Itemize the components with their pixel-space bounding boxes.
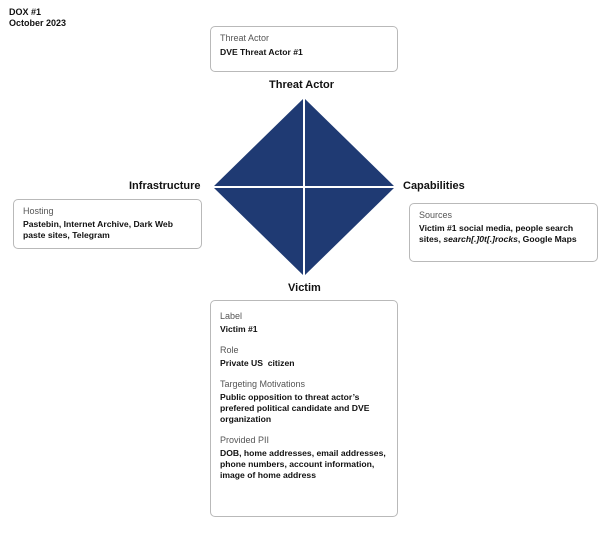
axis-label-victim: Victim xyxy=(288,282,321,294)
victim-field-role xyxy=(220,345,388,369)
capabilities-card xyxy=(409,203,598,262)
document-header xyxy=(9,7,66,29)
infrastructure-card xyxy=(13,199,202,249)
axis-label-infrastructure: Infrastructure xyxy=(129,180,201,192)
victim-field-motivations-value: Public opposition to threat actor’s prefered political candidate and DVE organization xyxy=(220,392,370,424)
capabilities-value-prefix: Victim #1 social media, people search sites, xyxy=(419,223,574,244)
capabilities-value-italic: search[.]0t[.]rocks xyxy=(443,234,518,244)
victim-field-label-name: Label xyxy=(220,311,243,321)
victim-field-label xyxy=(220,311,388,335)
victim-card xyxy=(210,300,398,517)
threat-actor-card-value: DVE Threat Actor #1 xyxy=(220,47,303,57)
victim-field-pii-value: DOB, home addresses, email addresses, phone numbers, account information, image of home address xyxy=(220,448,386,480)
threat-actor-card-label: Threat Actor xyxy=(220,33,270,43)
document-date: October 2023 xyxy=(9,18,67,28)
axis-label-threat-actor: Threat Actor xyxy=(269,79,334,91)
victim-field-motivations-name: Targeting Motivations xyxy=(220,379,306,389)
diamond-model-graphic xyxy=(213,98,395,276)
victim-field-pii-name: Provided PII xyxy=(220,435,270,445)
capabilities-card-value xyxy=(419,223,588,245)
victim-field-role-name: Role xyxy=(220,345,239,355)
victim-field-label-value: Victim #1 xyxy=(220,324,258,334)
infrastructure-card-label: Hosting xyxy=(23,206,54,216)
threat-actor-card xyxy=(210,26,398,72)
infrastructure-card-value: Pastebin, Internet Archive, Dark Web paste sites, Telegram xyxy=(23,219,173,240)
capabilities-card-label: Sources xyxy=(419,210,453,220)
axis-label-capabilities: Capabilities xyxy=(403,180,465,192)
document-id: DOX #1 xyxy=(9,7,42,17)
victim-field-pii xyxy=(220,435,388,481)
victim-field-role-value: Private US citizen xyxy=(220,358,295,368)
victim-field-motivations xyxy=(220,379,388,425)
capabilities-value-suffix: , Google Maps xyxy=(517,234,577,244)
